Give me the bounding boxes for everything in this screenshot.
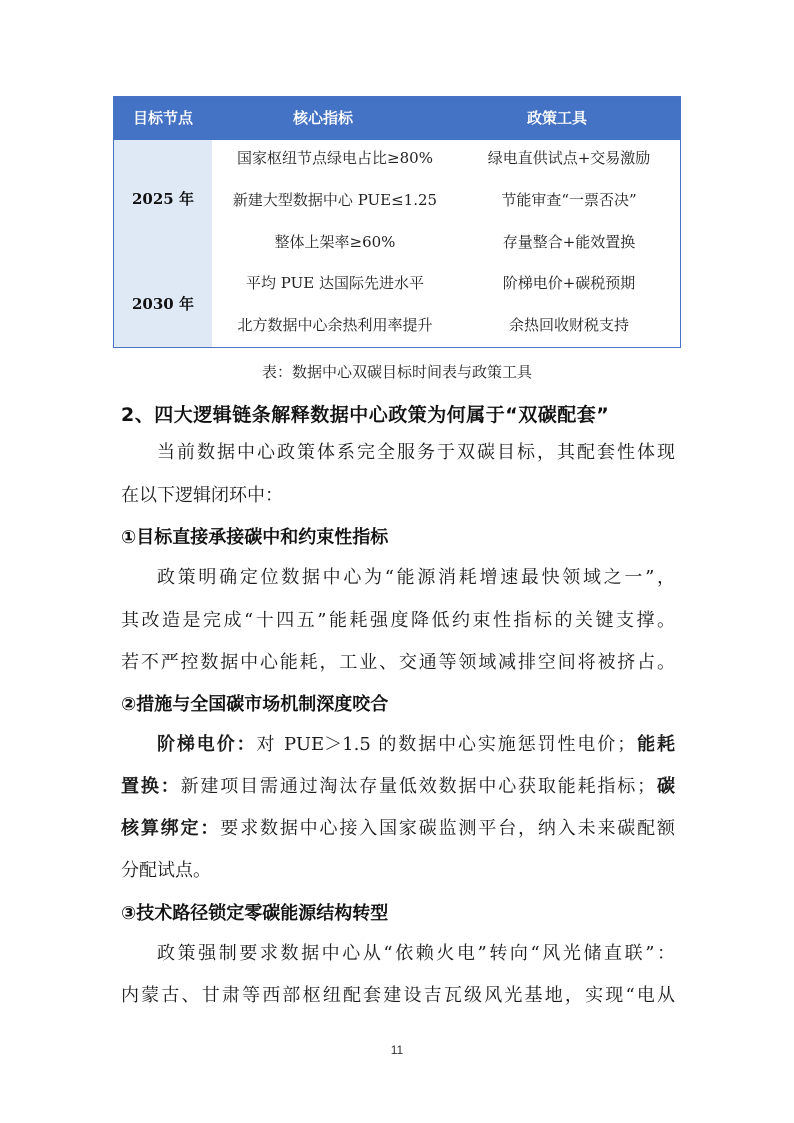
paragraph-line: 内蒙古、甘肃等西部枢纽配套建设吉瓦级风光基地，实现“电从 [121, 985, 675, 1006]
term-bold: 核算绑定： [121, 818, 221, 839]
table-body [114, 140, 680, 347]
paragraph-line: 若不严控数据中心能耗，工业、交通等领域减排空间将被挤占。 [121, 652, 675, 673]
subsection-title-3: ③技术路径锁定零碳能源结构转型 [121, 903, 389, 924]
indicator-cell: 新建大型数据中心 PUE≤1.25 [232, 191, 438, 209]
intro-line: 当前数据中心政策体系完全服务于双碳目标，其配套性体现 [157, 442, 675, 463]
tool-cell: 节能审查“一票否决” [501, 191, 637, 209]
header-target-node: 目标节点 [132, 109, 193, 127]
indicator-cell: 国家枢纽节点绿电占比≥80% [237, 149, 433, 167]
tool-cell: 存量整合+能效置换 [502, 233, 636, 251]
text-span: 对 PUE＞1.5 的数据中心实施惩罚性电价； [256, 734, 636, 755]
paragraph-line: 其改造是完成“十四五”能耗强度降低约束性指标的关键支撑。 [121, 610, 675, 631]
term-bold: 置换： [121, 776, 181, 797]
tool-cell: 余热回收财税支持 [508, 316, 629, 334]
term-bold: 阶梯电价： [157, 734, 257, 755]
paragraph-line [121, 772, 675, 802]
table-header [114, 97, 680, 140]
tool-cell: 阶梯电价+碳税预期 [502, 274, 636, 292]
year-2025: 2025 年 [132, 190, 194, 208]
year-2030: 2030 年 [132, 295, 194, 313]
term-bold: 碳 [655, 776, 676, 797]
text-span: 要求数据中心接入国家碳监测平台，纳入未来碳配额 [220, 818, 676, 839]
paragraph-line [157, 730, 675, 760]
header-policy-tool: 政策工具 [526, 109, 587, 127]
paragraph-line [121, 814, 675, 844]
subsection-title-1: ①目标直接承接碳中和约束性指标 [121, 527, 389, 548]
intro-line: 在以下逻辑闭环中： [121, 485, 283, 506]
page-number: 11 [390, 1043, 404, 1057]
section-title: 2、四大逻辑链条解释数据中心政策为何属于“双碳配套” [121, 404, 610, 426]
indicator-cell: 北方数据中心余热利用率提升 [237, 316, 433, 334]
header-core-indicator: 核心指标 [292, 109, 353, 127]
subsection-title-2: ②措施与全国碳市场机制深度咬合 [121, 694, 389, 715]
indicator-cell: 整体上架率≥60% [274, 233, 396, 251]
table-caption: 表：数据中心双碳目标时间表与政策工具 [261, 363, 532, 381]
paragraph-line: 政策强制要求数据中心从“依赖火电”转向“风光储直联”： [157, 943, 675, 964]
term-bold: 能耗 [635, 734, 676, 755]
policy-table [113, 96, 681, 348]
paragraph-line: 政策明确定位数据中心为“能源消耗增速最快领域之一”， [157, 567, 675, 588]
text-span: 新建项目需通过淘汰存量低效数据中心获取能耗指标； [180, 776, 656, 797]
tool-cell: 绿电直供试点+交易激励 [487, 149, 651, 167]
paragraph-line: 分配试点。 [121, 860, 211, 881]
indicator-cell: 平均 PUE 达国际先进水平 [246, 274, 424, 292]
